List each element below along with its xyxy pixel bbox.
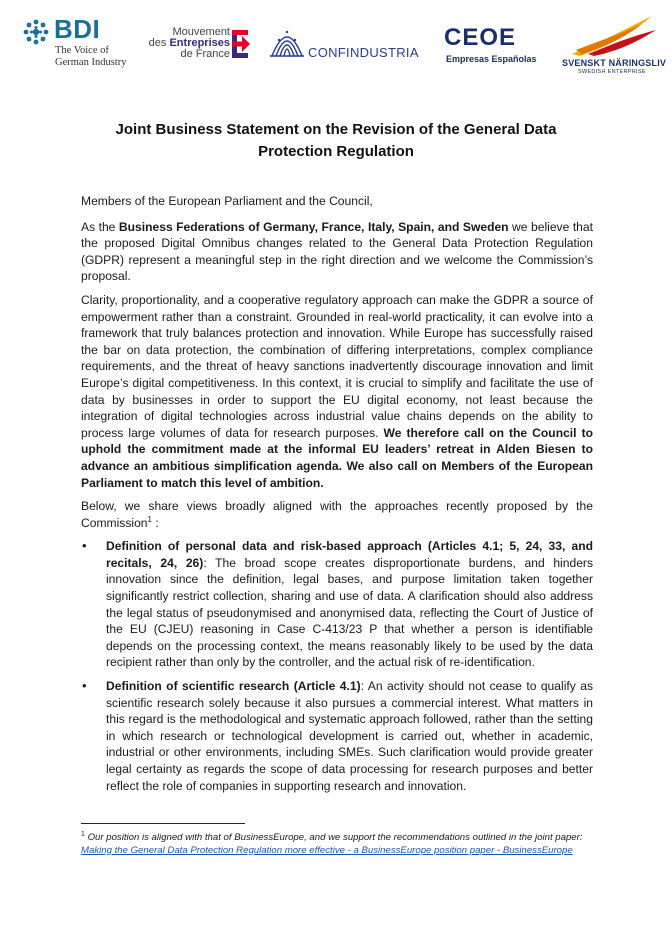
- list-item-heading: Definition of scientific research (Article 4.1): [106, 679, 361, 694]
- proposals-list: [81, 538, 593, 794]
- svenskt-naringsliv-logo: [560, 14, 667, 76]
- document-title: Joint Business Statement on the Revision of the General Data Protection Regulation: [115, 121, 557, 160]
- ceoe-subtitle: Empresas Españolas: [446, 54, 537, 64]
- bdi-tagline: The Voice of German Industry: [55, 45, 127, 68]
- footnote-number: 1: [81, 830, 85, 838]
- medef-e-icon: [230, 28, 252, 60]
- footnote: [81, 832, 593, 857]
- federations-emphasis: Business Federations of Germany, France, Italy, Spain, and Sweden: [118, 219, 509, 234]
- confindustria-wordmark: CONFINDUSTRIA: [308, 45, 419, 60]
- views-paragraph: Below, we share views broadly aligned with the approaches recently proposed by the Commission$^1$ :: [81, 499, 593, 530]
- ceoe-logo: [444, 24, 537, 70]
- bdi-logo: [22, 16, 132, 72]
- confindustria-logo: [268, 22, 419, 70]
- medef-line3: de France: [180, 48, 230, 60]
- businesseurope-paper-link[interactable]: Making the General Data Protection Regulation more effective - a BusinessEurope position paper - BusinessEurope: [81, 844, 573, 856]
- svenskt-naringsliv-subtitle: SWEDISH ENTERPRISE: [578, 69, 646, 75]
- svenskt-naringsliv-bird-icon: [566, 14, 658, 56]
- medef-logo: [148, 26, 252, 66]
- salutation: Members of the European Parliament and the Council,: [81, 194, 373, 208]
- call-to-action: We therefore call on the Council to uphold the commitment made at the informal EU leaders’ retreat in Alden Biesen to advance an ambitious simplification agenda. We also call on Members of the European Parliament to match this level of ambition.: [81, 425, 593, 490]
- bullet-icon: •: [82, 678, 87, 694]
- logo-strip: [0, 14, 672, 78]
- footnote-divider: [81, 823, 245, 824]
- list-item: [81, 538, 593, 671]
- ceoe-wordmark: CEOE: [444, 24, 517, 51]
- medef-line2: des Entreprises: [148, 37, 230, 49]
- list-item: [81, 678, 593, 794]
- list-item-heading: Definition of personal data and risk-based approach (Articles 4.1; 5, 24, 33, and recitals, 24, 26): [106, 539, 593, 570]
- confindustria-shell-icon: [268, 24, 306, 60]
- list-item-text: : The broad scope creates disproportionate burdens, and hinders innovation since the definition, legal bases, and purpose limitation taken together significantly restrict collection, sharing and use of data. A clarification should also address the legal status of pseudonymised and anonymised data, reflecting the Court of Justice of the EU (CJEU) reasoning in Case C-413/23 P that whether a person is identifiable depends on the processing context, the means reasonably likely to be used by the data recipient rather than only by the controller, and the actual risk of re-identification.: [106, 555, 593, 670]
- intro-paragraph: As the Business Federations of Germany, France, Italy, Spain, and Sweden we believe that the proposed Digital Omnibus changes related to the General Data Protection Regulation (GDPR) represent a meaningful step in the right direction and we welcome the Commission’s proposal.: [81, 219, 593, 284]
- bullet-icon: •: [82, 538, 87, 554]
- document-body: [81, 193, 593, 801]
- list-item-text: : An activity should not cease to qualify as scientific research solely because it also pursues a commercial interest. What matters in this regard is the methodological and systematic approach followed, rather than the setting in which research or technological development is carried out, whether in academic, industrial or other environments, including SMEs. Such clarification would provide greater legal certainty as regards the scope of data processing for research purposes and better reflect the role of companies in supporting research and innovation.: [106, 679, 593, 793]
- svenskt-naringsliv-wordmark: SVENSKT NÄRINGSLIV: [562, 58, 667, 68]
- footnote-reference[interactable]: 1: [147, 514, 152, 524]
- footnote-text: Our position is aligned with that of BusinessEurope, and we support the recommendations outlined in the joint paper:: [84, 832, 583, 843]
- bdi-emblem-icon: [22, 18, 50, 46]
- bdi-wordmark: BDI: [54, 14, 101, 44]
- medef-line1: Mouvement: [172, 26, 230, 38]
- context-paragraph: Clarity, proportionality, and a cooperative regulatory approach can make the GDPR a source of empowerment rather than a constraint. Grounded in real-world practicality, it can evolve into a framework that truly balances protection and innovation. While Europe has successfully raised the bar on data protection, the combination of differing interpretations, complex compliance requirements, and the threat of heavy sanctions inadvertently discourage innovation and limit Europe’s digital competitiveness. In this context, it is crucial to simplify and facilitate the use of data by businesses in order to support the EU digital economy, not least because the integration of digital technologies across industrial value chains depends on the ability to process large volumes of data for research purposes. We therefore call on the Council to uphold the commitment made at the informal EU leaders’ retreat in Alden Biesen to advance an ambitious simplification agenda. We also call on Members of the European Parliament to match this level of ambition.: [81, 292, 593, 490]
